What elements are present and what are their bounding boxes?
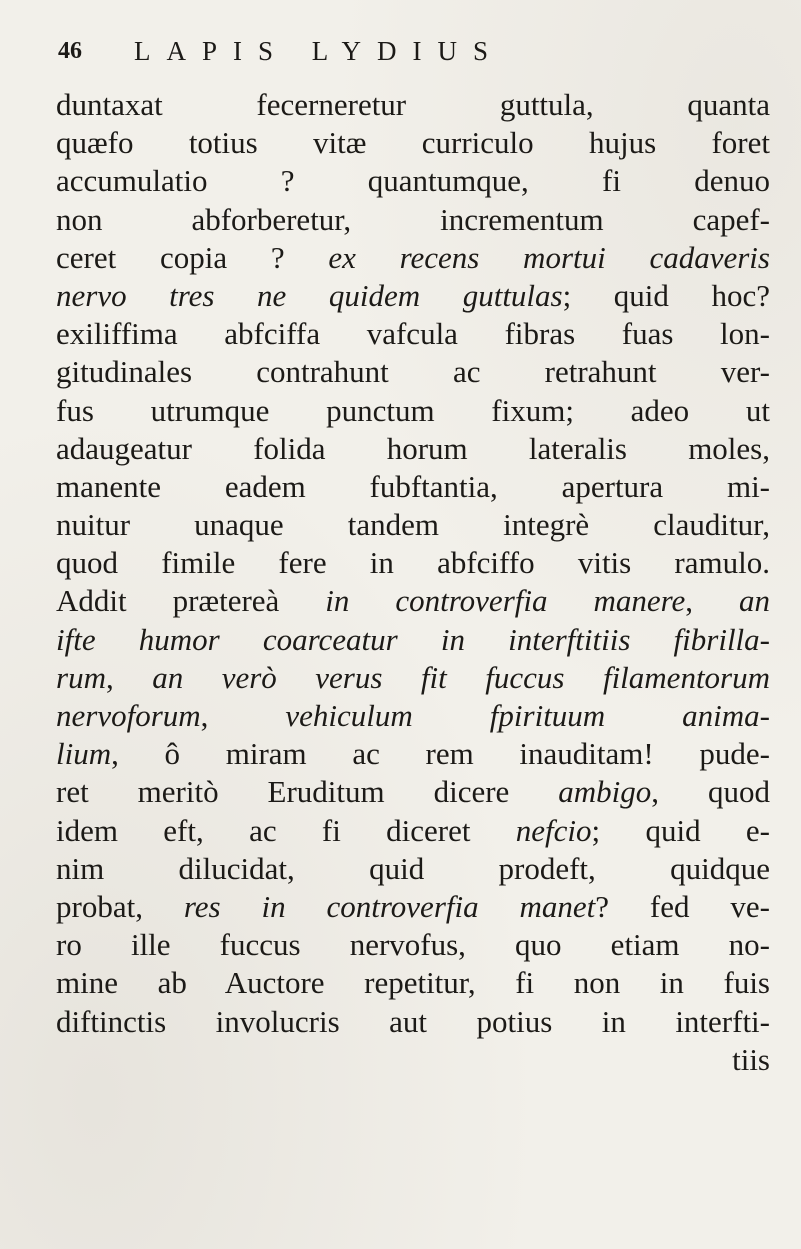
italic-text: an verò verus fit fuccus filamentorum xyxy=(152,659,771,695)
italic-text: vehiculum fpirituum anima- xyxy=(285,698,771,733)
text-segment: nuitur unaque tandem integrè clauditur, xyxy=(56,507,770,543)
text-segment: , xyxy=(685,583,740,619)
italic-text: ex recens mortui cadaveris xyxy=(328,239,770,275)
text-segment: mine ab Auctore repetitur, fi non in fuis xyxy=(56,965,770,1001)
text-line xyxy=(56,659,770,697)
text-line xyxy=(56,430,770,468)
italic-text: res in controverfia manet xyxy=(183,888,596,924)
text-segment: nim dilucidat, quid prodeft, quidque xyxy=(56,850,770,886)
text-line xyxy=(56,277,770,315)
text-line xyxy=(56,773,770,811)
page-header xyxy=(58,32,658,72)
text-line xyxy=(56,735,770,773)
text-line xyxy=(56,582,770,620)
text-line xyxy=(56,315,770,353)
text-segment: idem eft, ac fi diceret xyxy=(56,812,516,848)
text-segment: ; quid e- xyxy=(591,812,770,848)
text-segment: , ô miram ac rem inauditam! pude- xyxy=(111,736,770,772)
text-segment: , quod xyxy=(651,774,770,810)
text-segment: accumulatio ? quantumque, fi denuo xyxy=(56,163,770,199)
text-segment: ceret copia ? xyxy=(56,239,329,275)
text-segment: ? fed ve- xyxy=(595,888,770,924)
text-line xyxy=(56,86,770,124)
text-segment: gitudinales contrahunt ac retrahunt ver- xyxy=(56,354,770,390)
text-segment: tiis xyxy=(732,1041,770,1077)
text-line xyxy=(56,621,770,659)
text-line xyxy=(56,1041,770,1079)
running-title: LAPIS LYDIUS xyxy=(134,36,505,66)
page-number: 46 xyxy=(58,38,82,64)
text-segment: , xyxy=(105,659,153,695)
text-line xyxy=(56,353,770,391)
text-segment: Addit prætereà xyxy=(56,583,326,619)
text-line xyxy=(56,506,770,544)
italic-text: in controverfia manere xyxy=(325,583,686,619)
text-segment: quæfo totius vitæ curriculo hujus foret xyxy=(56,125,770,161)
text-segment: duntaxat fecerneretur guttula, quanta xyxy=(56,87,770,122)
text-line xyxy=(56,239,770,277)
italic-text: ifte humor coarceatur in interftitiis fibrilla- xyxy=(56,621,770,657)
text-segment: , xyxy=(200,698,286,733)
italic-text: lium xyxy=(56,736,112,772)
text-segment: quod fimile fere in abfciffo vitis ramulo. xyxy=(56,545,770,581)
italic-text: nervoforum xyxy=(56,698,201,733)
text-segment: manente eadem fubftantia, apertura mi- xyxy=(56,468,770,504)
text-segment: non abforberetur, incrementum capef- xyxy=(56,201,770,237)
text-segment: adaugeatur folida horum lateralis moles, xyxy=(56,430,770,466)
text-line xyxy=(56,926,770,964)
text-line xyxy=(56,850,770,888)
italic-text: nefcio xyxy=(515,812,592,848)
text-line xyxy=(56,964,770,1002)
text-line xyxy=(56,162,770,200)
italic-text: an xyxy=(739,583,771,619)
text-segment: fus utrumque punctum fixum; adeo ut xyxy=(56,392,770,428)
italic-text: rum xyxy=(56,659,106,695)
italic-text: nervo tres ne quidem guttulas xyxy=(56,277,563,313)
text-line xyxy=(56,124,770,162)
text-line xyxy=(56,468,770,506)
text-segment: exiliffima abfciffa vafcula fibras fuas lon- xyxy=(56,316,770,352)
text-segment: probat, xyxy=(56,888,184,924)
text-line xyxy=(56,812,770,850)
text-segment: diftinctis involucris aut potius in interfti- xyxy=(56,1003,770,1039)
text-segment: ; quid hoc? xyxy=(562,277,770,313)
text-segment: ro ille fuccus nervofus, quo etiam no- xyxy=(56,927,770,963)
text-segment: ret meritò Eruditum dicere xyxy=(56,774,559,810)
text-line xyxy=(56,697,770,735)
text-line xyxy=(56,201,770,239)
text-line xyxy=(56,392,770,430)
text-line xyxy=(56,888,770,926)
italic-text: ambigo xyxy=(558,774,652,810)
text-line xyxy=(56,1003,770,1041)
text-line xyxy=(56,544,770,582)
body-text xyxy=(56,86,770,1079)
